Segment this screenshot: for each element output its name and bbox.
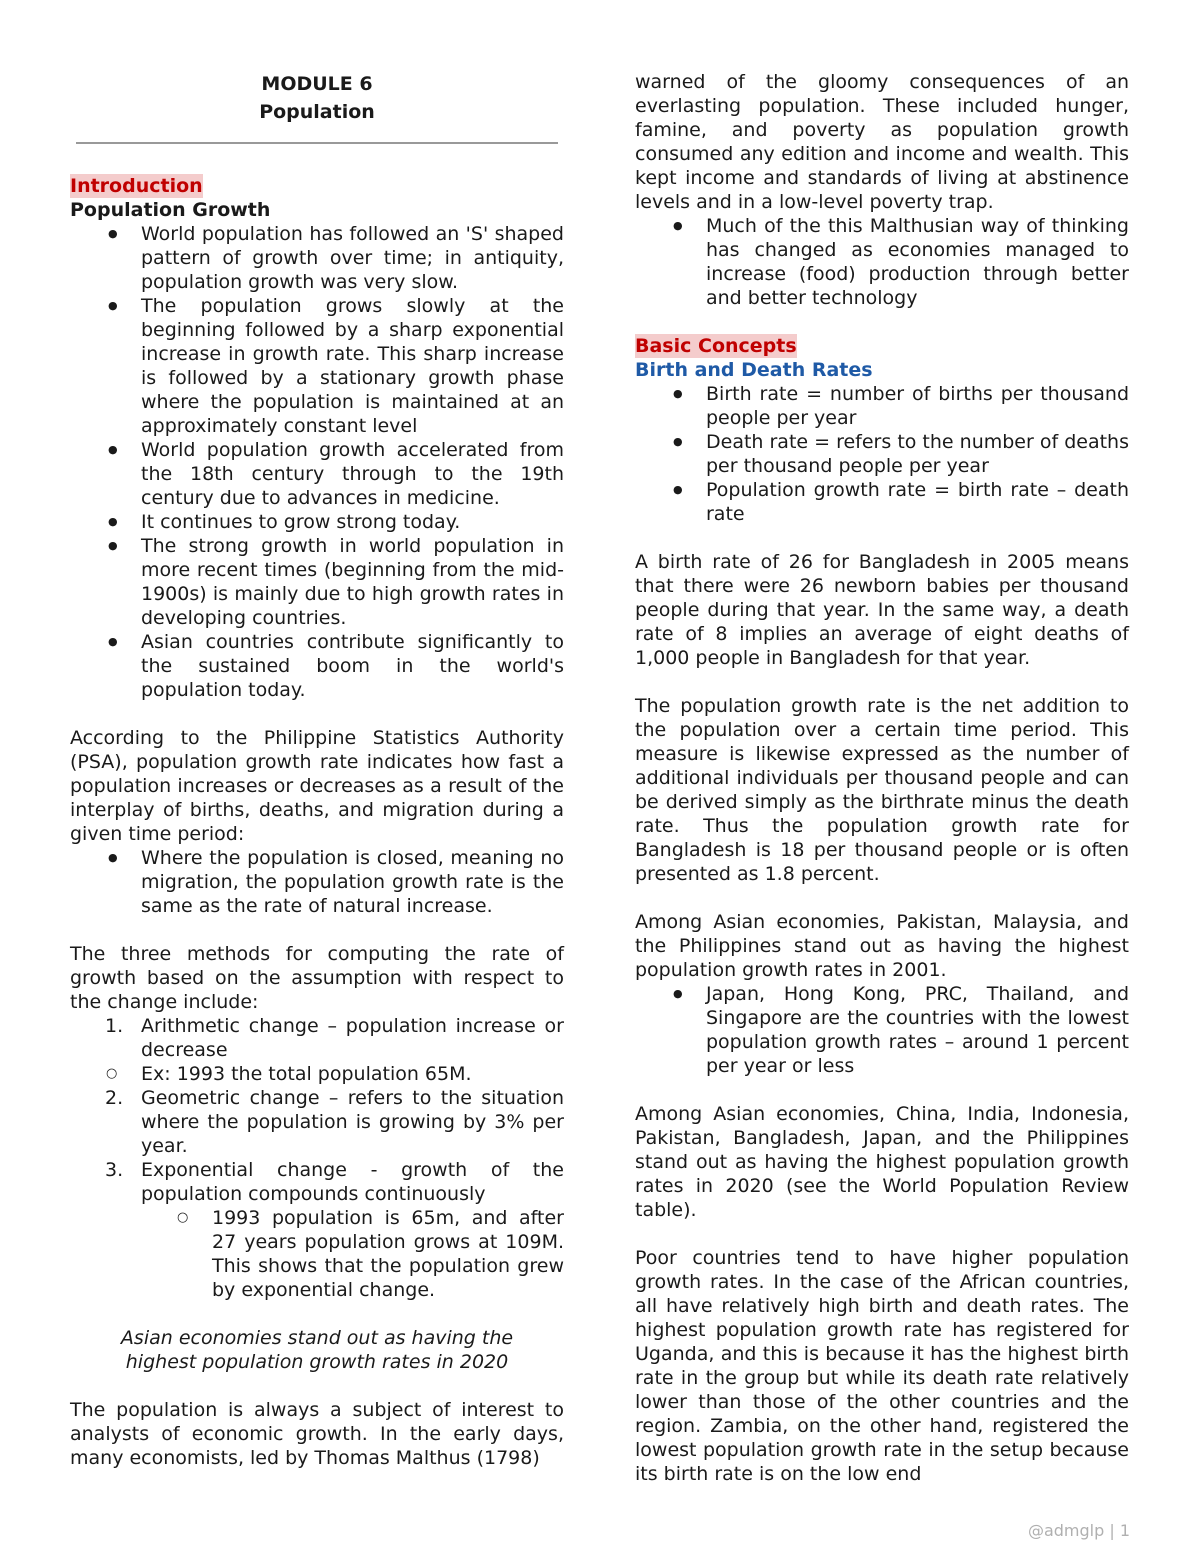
right-column [635, 70, 1129, 1486]
psa-bullet-list [70, 846, 564, 918]
list-number: 1. [105, 1015, 124, 1037]
subheading-population-growth: Population Growth [70, 199, 271, 221]
module-number: MODULE 6 [261, 73, 373, 95]
list-item [70, 1014, 564, 1086]
asian-2020-paragraph: Among Asian economies, China, India, Indonesia, Pakistan, Bangladesh, Japan, and the Philippines stand out as having the highest population growth rates in 2020 (see the World Population Review table). [635, 1103, 1129, 1221]
asian-2001-paragraph: Among Asian economies, Pakistan, Malaysia, and the Philippines stand out as having the highest population growth rates in 2001. [635, 911, 1129, 981]
sub-list-item: ○ 1993 population is 65m, and after 27 years population grows at 109M. This shows that the population grew by exponential change. [141, 1206, 564, 1302]
list-item: ● Much of the this Malthusian way of thinking has changed as economies managed to increase (food) production through better and better technology [635, 214, 1129, 310]
concepts-bullet-list [635, 382, 1129, 526]
lowest-growth-bullet-list [635, 982, 1129, 1078]
poor-countries-paragraph: Poor countries tend to have higher population growth rates. In the case of the African countries, all have relatively high birth and death rates. The highest population growth rate has registered for Uganda, and this is because it has the highest birth rate in the group but while its death rate relatively lower than those of the other countries and the region. Zambia, on the other hand, registered the lowest population growth rate in the setup because its birth rate is on the low end [635, 1247, 1129, 1485]
list-text: Exponential change - growth of the population compounds continuously [141, 1159, 564, 1205]
page-footer: @admglp | 1 [1027, 1521, 1130, 1540]
intro-bullet-list [70, 222, 564, 702]
list-item: ● Birth rate = number of births per thousand people per year [635, 382, 1129, 430]
italic-callout: Asian economies stand out as having the highest population growth rates in 2020 [120, 1327, 514, 1373]
growth-rate-paragraph: The population growth rate is the net addition to the population over a certain time period. This measure is likewise expressed as the number of additional individuals per thousand people and can be derived simply as the birthrate minus the death rate. Thus the population growth rate for Bangladesh is 18 per thousand people or is often presented as 1.8 percent. [635, 695, 1129, 885]
list-item: ● Japan, Hong Kong, PRC, Thailand, and Singapore are the countries with the lowest population growth rates – around 1 percent per year or less [635, 982, 1129, 1078]
sub-list-item: ○ Ex: 1993 the total population 65M. [70, 1062, 564, 1086]
bangladesh-paragraph: A birth rate of 26 for Bangladesh in 2005 means that there were 26 newborn babies per thousand people during that year. In the same way, a death rate of 8 implies an average of eight deaths of 1,000 people in Bangladesh for that year. [635, 551, 1129, 669]
methods-paragraph: The three methods for computing the rate of growth based on the assumption with respect to the change include: [70, 943, 564, 1013]
list-item: ● Asian countries contribute significantly to the sustained boom in the world's population today. [70, 630, 564, 702]
malthus-paragraph-start: The population is always a subject of interest to analysts of economic growth. In the early days, many economists, led by Thomas Malthus (1798) [70, 1399, 564, 1469]
list-item: ● World population growth accelerated from the 18th century through to the 19th century due to advances in medicine. [70, 438, 564, 510]
malthus-bullet-list [635, 214, 1129, 310]
module-title: Population [259, 101, 375, 123]
subheading-birth-death-rates: Birth and Death Rates [635, 359, 873, 381]
list-number: 2. [105, 1087, 124, 1109]
header-divider [76, 142, 558, 144]
malthus-paragraph-continued: warned of the gloomy consequences of an everlasting population. These included hunger, famine, and poverty as population growth consumed any edition and income and wealth. This kept income and standards of living at abstinence levels and in a low-level poverty trap. [635, 71, 1129, 213]
list-item [70, 1158, 564, 1302]
sub-list [141, 1206, 564, 1302]
list-item: ● World population has followed an 'S' shaped pattern of growth over time; in antiquity, population growth was very slow. [70, 222, 564, 294]
list-item: ● Population growth rate = birth rate – death rate [635, 478, 1129, 526]
list-item: ● The strong growth in world population in more recent times (beginning from the mid-1900s) is mainly due to high growth rates in developing countries. [70, 534, 564, 630]
list-text: Geometric change – refers to the situation where the population is growing by 3% per year. [141, 1087, 564, 1157]
list-number: 3. [105, 1159, 124, 1181]
list-item: ● Death rate = refers to the number of deaths per thousand people per year [635, 430, 1129, 478]
sub-list [70, 1062, 564, 1086]
section-heading-introduction: Introduction [70, 175, 203, 197]
list-text: Arithmetic change – population increase or decrease [141, 1015, 564, 1061]
section-heading-basic-concepts: Basic Concepts [635, 335, 797, 357]
list-item [70, 1086, 564, 1158]
list-item: ● It continues to grow strong today. [70, 510, 564, 534]
list-item: ● Where the population is closed, meaning no migration, the population growth rate is the same as the rate of natural increase. [70, 846, 564, 918]
psa-paragraph: According to the Philippine Statistics Authority (PSA), population growth rate indicates how fast a population increases or decreases as a result of the interplay of births, deaths, and migration during a given time period: [70, 727, 564, 845]
left-column [70, 70, 564, 1470]
list-item: ● The population grows slowly at the beginning followed by a sharp exponential increase in growth rate. This sharp increase is followed by a stationary growth phase where the population is maintained at an approximately constant level [70, 294, 564, 438]
methods-numbered-list [70, 1014, 564, 1302]
